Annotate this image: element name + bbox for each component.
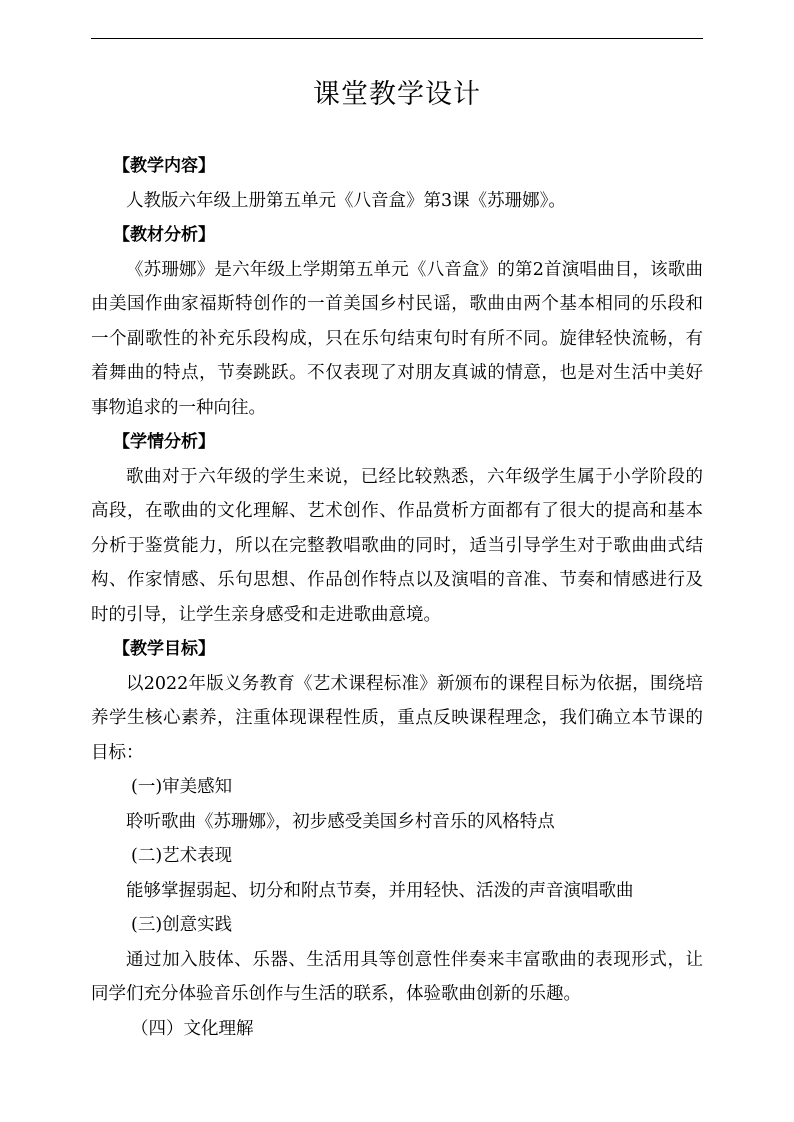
goal-label-culture: （四）文化理解 <box>131 1018 254 1039</box>
section-heading-goals: 【教学目标】 <box>113 639 215 659</box>
section-heading-material: 【教材分析】 <box>113 225 215 245</box>
document-title: 课堂教学设计 <box>313 79 481 110</box>
goal-label-expression: (二)艺术表现 <box>131 846 233 866</box>
content-paragraph: 人教版六年级上册第五单元《八音盒》第3课《苏珊娜》。 <box>126 190 566 211</box>
goal-text-creative: 通过加入肢体、乐器、生活用具等创意性伴奏来丰富歌曲的表现形式，让同学们充分体验音乐创作与生活的联系，体验歌曲创新的乐趣。 <box>91 949 703 1004</box>
section-heading-content: 【教学内容】 <box>113 156 215 176</box>
document-body <box>91 149 703 1046</box>
students-paragraph: 歌曲对于六年级的学生来说，已经比较熟悉，六年级学生属于小学阶段的高段，在歌曲的文化理解、艺术创作、作品赏析方面都有了很大的提高和基本分析于鉴赏能力，所以在完整教唱歌曲的同时，适当引导学生对于歌曲曲式结构、作家情感、乐句思想、作品创作特点以及演唱的音准、节奏和情感进行及时的引导，让学生亲身感受和走进歌曲意境。 <box>91 466 703 625</box>
goal-text-aesthetic: 聆听歌曲《苏珊娜》，初步感受美国乡村音乐的风格特点 <box>126 811 555 832</box>
goal-label-creative: (三)创意实践 <box>131 915 233 935</box>
goals-intro-paragraph: 以2022年版义务教育《艺术课程标准》新颁布的课程目标为依据，围绕培养学生核心素养，注重体现课程性质，重点反映课程理念，我们确立本节课的目标： <box>91 673 703 763</box>
material-paragraph: 《苏珊娜》是六年级上学期第五单元《八音盒》的第2首演唱曲目，该歌曲由美国作曲家福斯特创作的一首美国乡村民谣，歌曲由两个基本相同的乐段和一个副歌性的补充乐段构成，只在乐句结束句时有所不同。旋律轻快流畅，有着舞曲的特点，节奏跳跃。不仅表现了对朋友真诚的情意，也是对生活中美好事物追求的一种向往。 <box>91 259 703 418</box>
goal-text-expression: 能够掌握弱起、切分和附点节奏，并用轻快、活泼的声音演唱歌曲 <box>126 880 634 901</box>
header-rule <box>91 38 703 39</box>
goal-label-aesthetic: (一)审美感知 <box>131 777 233 797</box>
section-heading-students: 【学情分析】 <box>113 432 215 452</box>
